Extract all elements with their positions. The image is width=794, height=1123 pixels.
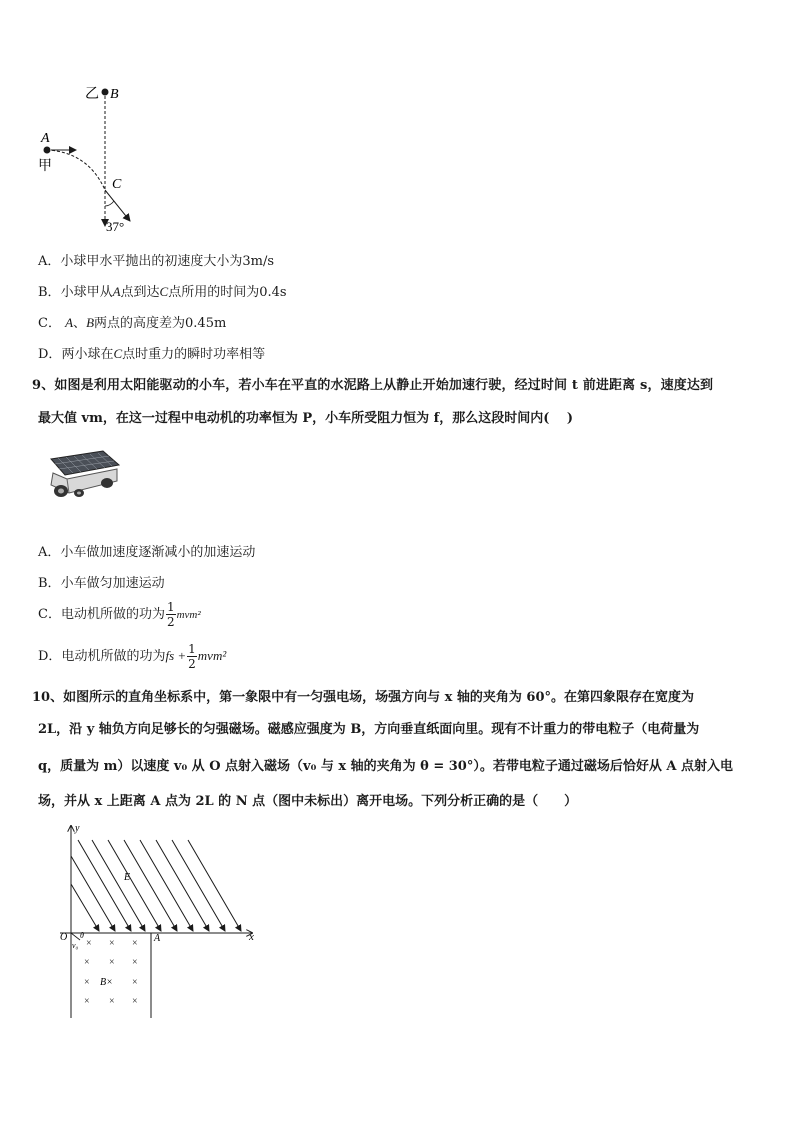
q9-stem-line2: 最大值 vm，在这一过程中电动机的功率恒为 P，小车所受阻力恒为 f，那么这段时间内( ): [38, 411, 574, 426]
svg-text:×: ×: [132, 938, 138, 949]
angle-arc: [105, 201, 114, 206]
label-v0: v₀: [72, 941, 79, 950]
electric-field-lines: [71, 840, 241, 931]
solar-car-image: [43, 445, 125, 505]
q9-option-c: C．电动机所做的功为 $\frac{1}{2}$ mvm²: [38, 600, 201, 629]
label-yi: 乙: [85, 86, 99, 102]
svg-text:×: ×: [109, 957, 115, 968]
v0-arrow: [71, 933, 80, 940]
q8-option-b: B．小球甲从A点到达C点所用的时间为0.4s: [38, 284, 287, 300]
label-a: A: [154, 933, 161, 944]
q10-stem-line3: q，质量为 m）以速度 v₀ 从 O 点射入磁场（v₀ 与 x 轴的夹角为 θ = 30°）。若带电粒子通过磁场后恰好从 A 点射入电: [38, 759, 733, 774]
magnetic-field-crosses: [84, 938, 138, 1007]
q8-option-d: D．两小球在C点时重力的瞬时功率相等: [38, 346, 266, 362]
label-b: B×: [100, 977, 113, 988]
q10-stem-line4: 场，并从 x 上距离 A 点为 2L 的 N 点（图中未标出）离开电场。下列分析正确的是（ ）: [38, 794, 578, 809]
svg-text:×: ×: [84, 996, 90, 1007]
q9-option-d: D．电动机所做的功为fs + $\frac{1}{2}$ mvm²: [38, 642, 227, 671]
q9-option-b: B．小车做匀加速运动: [38, 576, 165, 591]
label-a: A: [41, 131, 50, 146]
q8-option-c: C． A、B两点的高度差为0.45m: [38, 315, 227, 331]
label-angle: 37°: [106, 219, 125, 234]
fraction-half: $\frac{1}{2}$: [166, 600, 175, 629]
q8-option-a: A．小球甲水平抛出的初速度大小为3m/s: [38, 254, 275, 269]
svg-text:×: ×: [86, 938, 92, 949]
q10-stem-line2: 2L，沿 y 轴负方向足够长的匀强磁场。磁感应强度为 B，方向垂直纸面向里。现有不计重力的带电粒子（电荷量为: [38, 722, 700, 737]
q8-projectile-figure: [30, 78, 150, 238]
svg-text:×: ×: [109, 938, 115, 949]
label-jia: 甲: [38, 158, 52, 174]
svg-text:×: ×: [84, 977, 90, 988]
svg-text:×: ×: [132, 977, 138, 988]
label-b: B: [110, 87, 119, 102]
label-y: y: [75, 823, 80, 834]
svg-text:×: ×: [132, 996, 138, 1007]
point-b: [102, 89, 109, 96]
q9-option-a: A．小车做加速度逐渐减小的加速运动: [38, 545, 256, 560]
q10-coordinate-figure: [52, 822, 267, 1022]
q10-stem-line1: 10、如图所示的直角坐标系中，第一象限中有一匀强电场，场强方向与 x 轴的夹角为 60°。在第四象限存在宽度为: [32, 690, 695, 705]
svg-text:×: ×: [109, 996, 115, 1007]
label-theta: θ: [80, 931, 84, 940]
svg-text:×: ×: [84, 957, 90, 968]
label-o: O: [60, 932, 68, 943]
label-e: E: [124, 872, 131, 883]
trajectory-curve: [47, 150, 105, 190]
label-c: C: [112, 177, 122, 192]
q9-stem-line1: 9、如图是利用太阳能驱动的小车，若小车在平直的水泥路上从静止开始加速行驶，经过时间 t 前进距离 s，速度达到: [32, 378, 714, 393]
label-x: x: [249, 931, 254, 943]
fraction-half: $\frac{1}{2}$: [188, 642, 196, 671]
svg-text:×: ×: [132, 957, 138, 968]
